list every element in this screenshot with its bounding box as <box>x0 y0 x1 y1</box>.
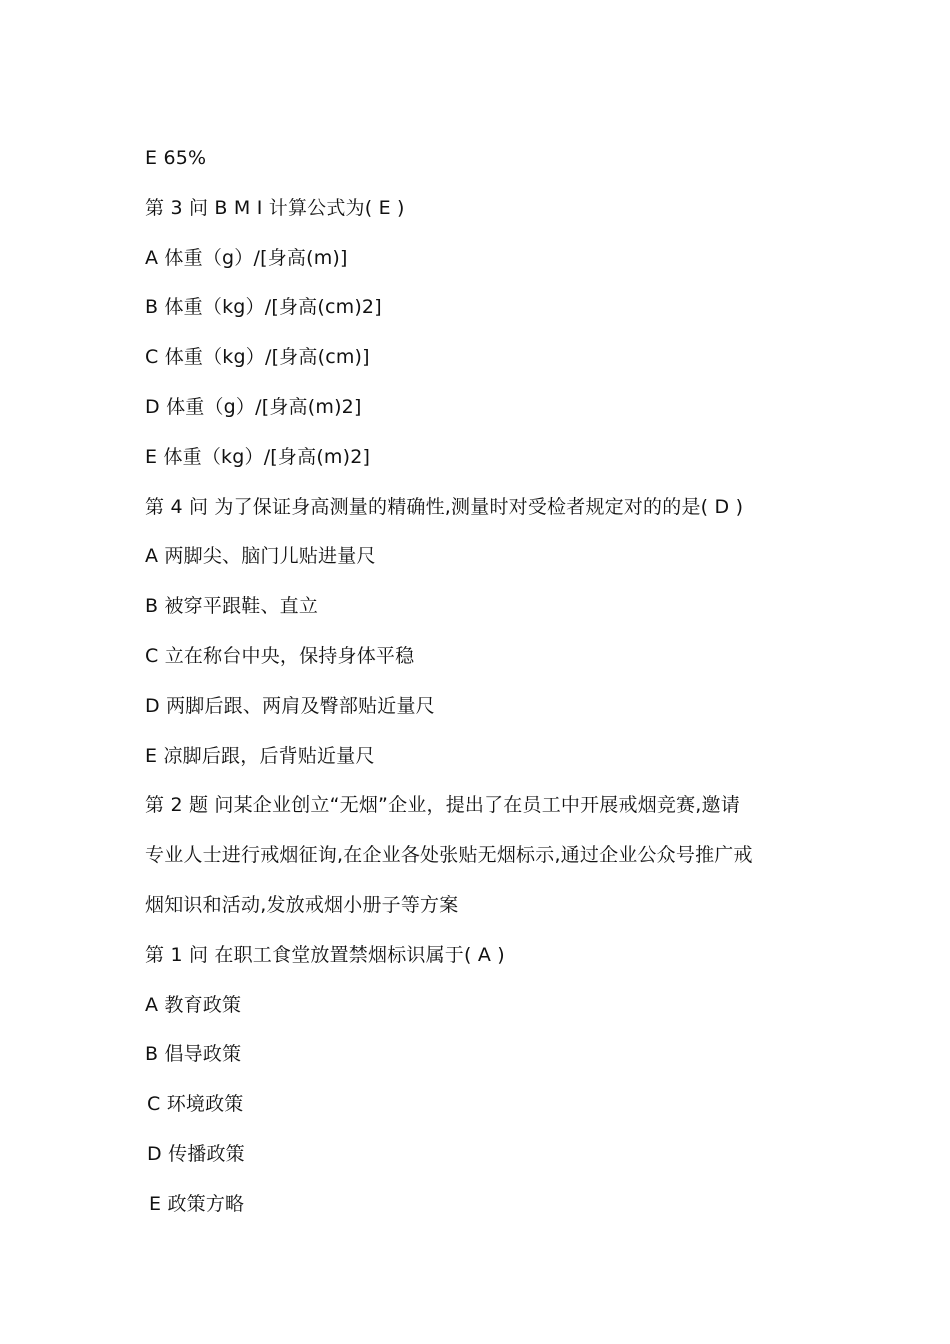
option-e: E 凉脚后跟，后背贴近量尺 <box>145 744 375 767</box>
option-b: B 被穿平跟鞋、直立 <box>145 595 319 618</box>
option-d: D 两脚后跟、两肩及臀部贴近量尺 <box>145 694 435 717</box>
option-a: A 教育政策 <box>145 993 242 1016</box>
case-2-paragraph-line-2: 专业人士进行戒烟征询,在企业各处张贴无烟标示,通过企业公众号推广戒 <box>145 844 753 867</box>
case-2-paragraph-line-1: 第 2 题 问某企业创立“无烟”企业，提出了在员工中开展戒烟竞赛,邀请 <box>145 794 740 817</box>
case-2-paragraph-line-3: 烟知识和活动,发放戒烟小册子等方案 <box>145 893 459 916</box>
option-d: D 体重（g）/[身高(m)2] <box>145 395 362 418</box>
option-e: E 体重（kg）/[身高(m)2] <box>145 445 371 468</box>
option-e-65-percent: E 65% <box>145 147 207 169</box>
option-b: B 倡导政策 <box>145 1043 242 1066</box>
option-d: D 传播政策 <box>147 1142 245 1165</box>
option-b: B 体重（kg）/[身高(cm)2] <box>145 296 382 319</box>
question-1-no-smoking-sign: 第 1 问 在职工食堂放置禁烟标识属于( A ) <box>145 943 505 966</box>
option-c: C 立在称台中央，保持身体平稳 <box>145 644 415 667</box>
option-c: C 环境政策 <box>147 1093 244 1116</box>
question-3-bmi-formula: 第 3 问 B M I 计算公式为( E ) <box>145 196 405 219</box>
option-c: C 体重（kg）/[身高(cm)] <box>145 346 370 369</box>
document-body <box>145 134 825 1230</box>
option-a: A 两脚尖、脑门儿贴进量尺 <box>145 545 376 568</box>
option-e: E 政策方略 <box>149 1192 245 1215</box>
question-4-height-measurement: 第 4 问 为了保证身高测量的精确性,测量时对受检者规定对的的是( D ) <box>145 495 744 518</box>
option-a: A 体重（g）/[身高(m)] <box>145 246 348 269</box>
